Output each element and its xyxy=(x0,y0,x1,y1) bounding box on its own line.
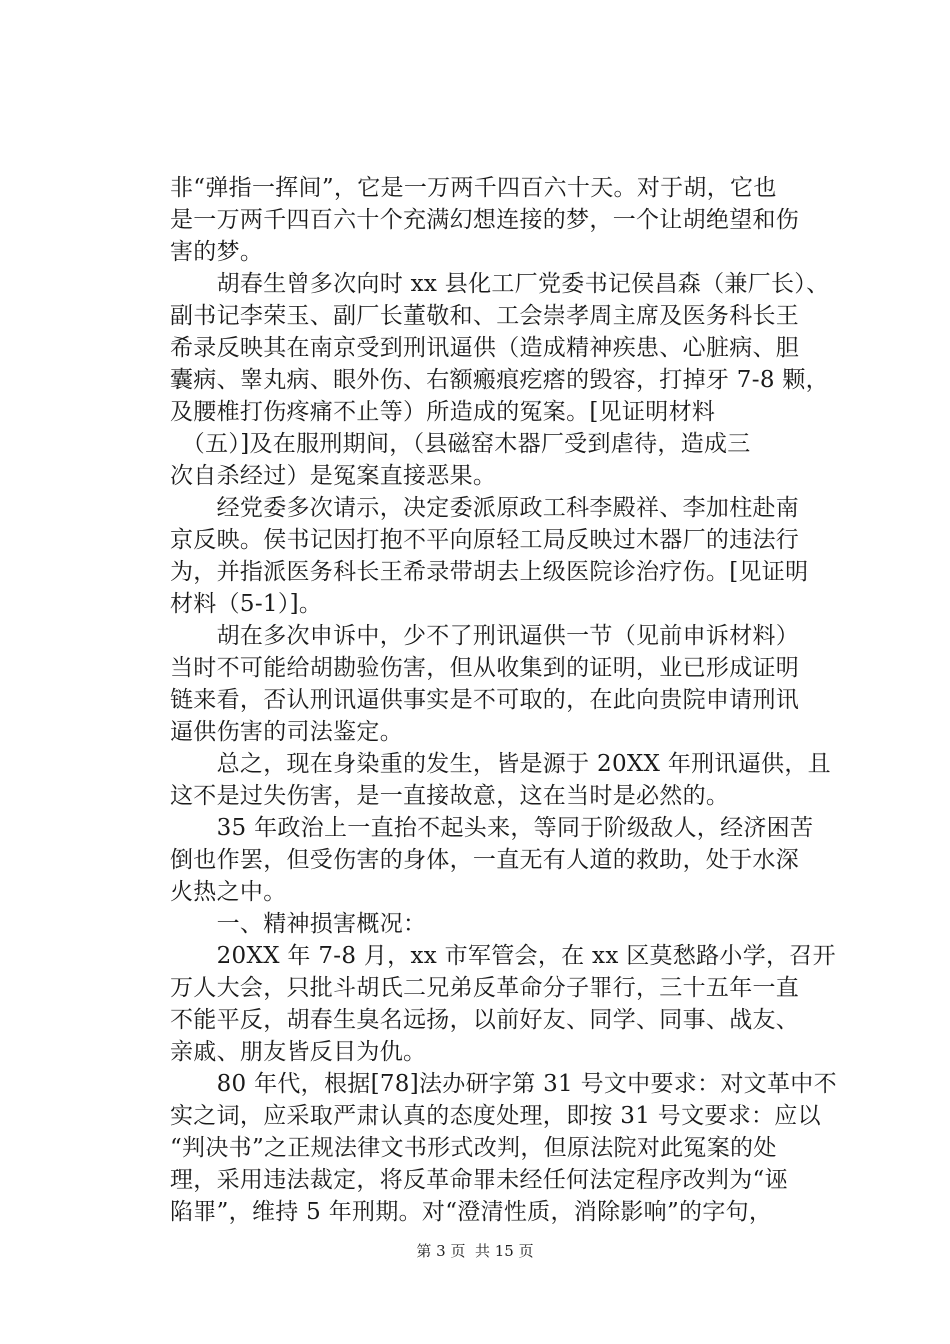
text-line: 胡春生曾多次向时 xx 县化工厂党委书记侯昌森（兼厂长）、 xyxy=(170,271,830,297)
text-line: 副书记李荣玉、副厂长董敬和、工会崇孝周主席及医务科长王 xyxy=(170,303,800,329)
text-line: 亲戚、朋友皆反目为仇。 xyxy=(170,1039,427,1065)
text-line: 35 年政治上一直抬不起头来，等同于阶级敌人，经济困苦 xyxy=(170,815,814,841)
text-line: 次自杀经过）是冤案直接恶果。 xyxy=(170,463,497,489)
page-number: 第 3 页 共 15 页 xyxy=(416,1242,534,1260)
text-line: （五）]及在服刑期间，（县磁窑木器厂受到虐待，造成三 xyxy=(170,431,751,457)
text-line: 为，并指派医务科长王希录带胡去上级医院诊治疗伤。[见证明 xyxy=(170,559,809,585)
text-line: 害的梦。 xyxy=(170,239,264,265)
text-line: 希录反映其在南京受到刑讯逼供（造成精神疾患、心脏病、胆 xyxy=(170,335,800,361)
text-line: 一、精神损害概况： xyxy=(170,911,427,937)
text-line: 囊病、睾丸病、眼外伤、右额瘢痕疙瘩的毁容，打掉牙 7-8 颗， xyxy=(170,367,829,393)
text-line: 20XX 年 7-8 月，xx 市军管会，在 xx 区莫愁路小学，召开 xyxy=(170,943,836,969)
text-line: 80 年代，根据[78]法办研字第 31 号文中要求：对文革中不 xyxy=(170,1071,837,1097)
body-text xyxy=(170,172,842,1228)
text-line: 京反映。侯书记因打抱不平向原轻工局反映过木器厂的违法行 xyxy=(170,527,800,553)
text-line: 实之词，应采取严肃认真的态度处理，即按 31 号文要求：应以 xyxy=(170,1103,821,1129)
text-line: 及腰椎打伤疼痛不止等）所造成的冤案。[见证明材料 xyxy=(170,399,716,425)
text-line: 不能平反，胡春生臭名远扬，以前好友、同学、同事、战友、 xyxy=(170,1007,800,1033)
text-line: 当时不可能给胡勘验伤害，但从收集到的证明，业已形成证明 xyxy=(170,655,800,681)
text-line: “判决书”之正规法律文书形式改判，但原法院对此冤案的处 xyxy=(170,1135,777,1161)
text-line: 陷罪”，维持 5 年刑期。对“澄清性质，消除影响”的字句， xyxy=(170,1199,773,1225)
page-footer xyxy=(0,1240,950,1261)
text-line: 非“弹指一挥间”，它是一万两千四百六十天。对于胡，它也 xyxy=(170,175,777,201)
text-line: 这不是过失伤害，是一直接故意，这在当时是必然的。 xyxy=(170,783,730,809)
text-line: 经党委多次请示，决定委派原政工科李殿祥、李加柱赴南 xyxy=(170,495,800,521)
text-line: 逼供伤害的司法鉴定。 xyxy=(170,719,403,745)
text-line: 是一万两千四百六十个充满幻想连接的梦，一个让胡绝望和伤 xyxy=(170,207,800,233)
text-line: 理，采用违法裁定，将反革命罪未经任何法定程序改判为“诬 xyxy=(170,1167,788,1193)
text-line: 材料（5-1）]。 xyxy=(170,591,323,617)
text-line: 链来看，否认刑讯逼供事实是不可取的，在此向贵院申请刑讯 xyxy=(170,687,800,713)
text-line: 胡在多次申诉中，少不了刑讯逼供一节（见前申诉材料） xyxy=(170,623,800,649)
text-line: 倒也作罢，但受伤害的身体，一直无有人道的救助，处于水深 xyxy=(170,847,800,873)
text-line: 火热之中。 xyxy=(170,879,287,905)
text-line: 总之，现在身染重的发生，皆是源于 20XX 年刑讯逼供，且 xyxy=(170,751,831,777)
text-line: 万人大会，只批斗胡氏二兄弟反革命分子罪行，三十五年一直 xyxy=(170,975,800,1001)
